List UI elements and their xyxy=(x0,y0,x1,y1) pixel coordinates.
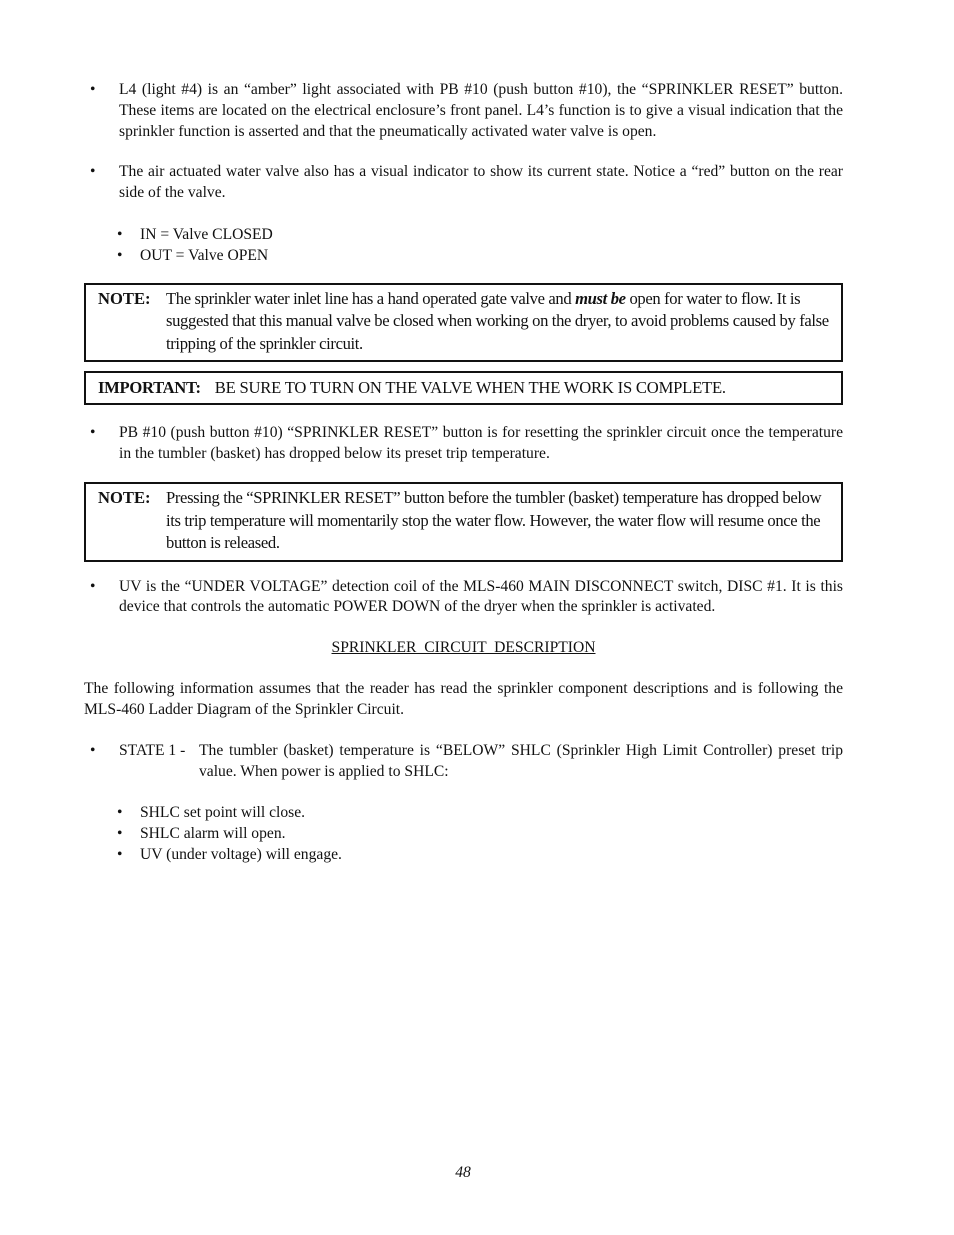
note-box-reset xyxy=(84,482,843,562)
important-row xyxy=(98,377,829,399)
state-1-lead: STATE 1 - xyxy=(119,741,186,759)
note-text-after: open for water to flow. It is suggested that this manual valve be closed when working on the dryer, to avoid problems caused by false tripping of the sprinkler circuit. xyxy=(166,288,829,353)
bullet-l4 xyxy=(84,80,843,142)
valve-state-item xyxy=(84,245,843,266)
bullet-dot: • xyxy=(90,577,96,595)
state-1-text: The tumbler (basket) temperature is “BELOW” SHLC (Sprinkler High Limit Controller) preset trip value. When power is applied to SHLC: xyxy=(199,741,843,780)
bullet-uv xyxy=(84,577,843,619)
note-text-before: The sprinkler water inlet line has a hand operated gate valve and xyxy=(166,288,576,308)
page-number: 48 xyxy=(455,1164,471,1181)
intro-paragraph: The following information assumes that the reader has read the sprinkler component descriptions and is following the MLS-460 Ladder Diagram of the Sprinkler Circuit. xyxy=(84,680,843,718)
sub-bullet-dot: • xyxy=(117,825,123,843)
bullet-valve-indicator xyxy=(84,162,843,204)
note-row xyxy=(98,288,829,356)
bullet-valve-text: The air actuated water valve also has a visual indicator to show its current state. Notice a “red” button on the rear side of the valve. xyxy=(119,163,843,202)
note-emphasis: must be xyxy=(575,288,626,308)
important-label: IMPORTANT: xyxy=(98,378,201,398)
bullet-dot: • xyxy=(90,163,96,181)
valve-state-item xyxy=(84,224,843,245)
important-box xyxy=(84,371,843,405)
note-row xyxy=(98,487,829,555)
state-1 xyxy=(84,741,843,783)
sub-bullet-dot: • xyxy=(117,804,123,822)
state-1-item-text: SHLC set point will close. xyxy=(140,804,306,822)
note-text: Pressing the “SPRINKLER RESET” button before the tumbler (basket) temperature has dropped below its trip temperature will momentarily stop the water flow. However, the water flow will resume once the button is released. xyxy=(166,488,822,553)
state-1-item xyxy=(84,844,843,865)
state-1-item-text: UV (under voltage) will engage. xyxy=(140,846,342,864)
sub-bullet-dot: • xyxy=(117,225,123,243)
bullet-dot: • xyxy=(90,424,96,442)
bullet-pb10 xyxy=(84,423,843,465)
state-1-item-text: SHLC alarm will open. xyxy=(140,825,286,843)
section-heading: SPRINKLER CIRCUIT DESCRIPTION xyxy=(331,639,596,657)
valve-state-text: IN = Valve CLOSED xyxy=(140,225,273,243)
valve-state-text: OUT = Valve OPEN xyxy=(140,246,269,264)
state-1-item xyxy=(84,802,843,823)
state-1-item xyxy=(84,823,843,844)
bullet-uv-text: UV is the “UNDER VOLTAGE” detection coil of the MLS-460 MAIN DISCONNECT switch, DISC #1. It is this device that controls the automatic POWER DOWN of the dryer when the sprinkler is activated. xyxy=(119,577,843,616)
note-box-gate-valve xyxy=(84,283,843,363)
important-text: BE SURE TO TURN ON THE VALVE WHEN THE WORK IS COMPLETE. xyxy=(214,378,726,398)
document-page xyxy=(84,80,843,865)
bullet-l4-text: L4 (light #4) is an “amber” light associated with PB #10 (push button #10), the “SPRINKLER RESET” button. These items are located on the electrical enclosure’s front panel. L4’s function is to give a visual indication that the sprinkler function is asserted and that the pneumatically activated water valve is open. xyxy=(119,81,843,140)
sub-bullet-dot: • xyxy=(117,246,123,264)
note-label: NOTE: xyxy=(98,488,151,508)
sub-bullet-dot: • xyxy=(117,846,123,864)
note-label: NOTE: xyxy=(98,288,151,308)
bullet-dot: • xyxy=(90,741,96,759)
bullet-dot: • xyxy=(90,81,96,98)
bullet-pb10-text: PB #10 (push button #10) “SPRINKLER RESET” button is for resetting the sprinkler circuit once the temperature in the tumbler (basket) has dropped below its preset trip temperature. xyxy=(119,424,843,463)
